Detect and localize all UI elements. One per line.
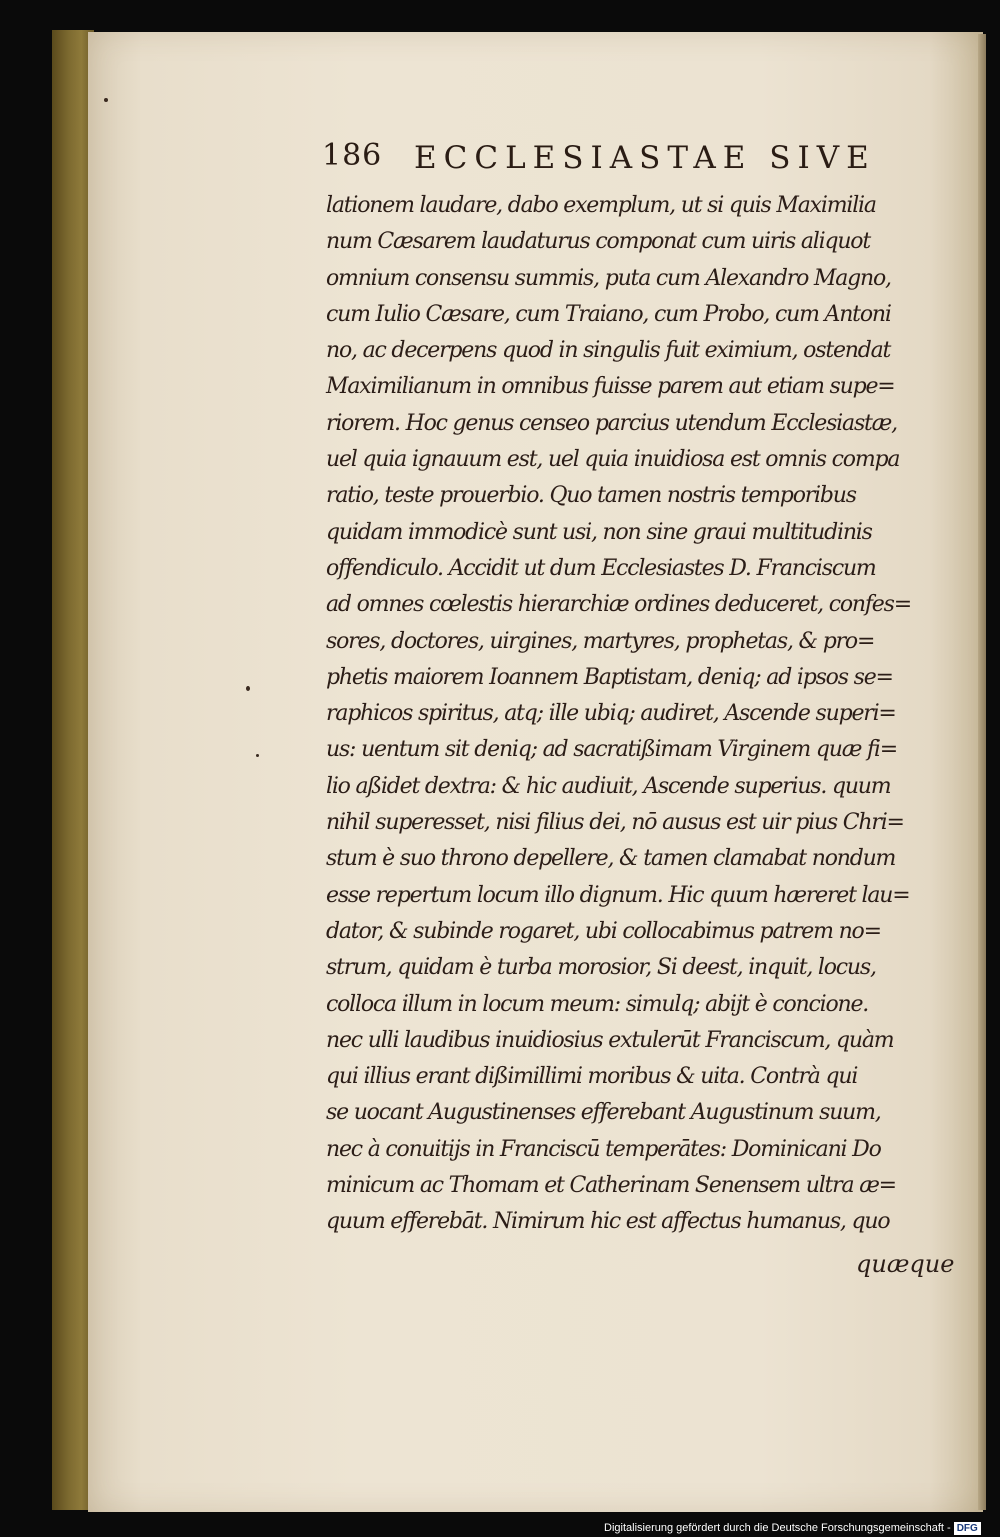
text-line: colloca illum in locum meum: simulq; abijt è concione. xyxy=(326,991,869,1017)
ink-speck xyxy=(104,98,108,102)
running-title: ECCLESIASTAE SIVE xyxy=(414,140,876,176)
ink-speck xyxy=(256,754,259,757)
text-line: minicum ac Thomam et Catherinam Senensem ultra æ= xyxy=(326,1173,896,1199)
footer-credit-text: Digitalisierung gefördert durch die Deutsche Forschungsgemeinschaft - xyxy=(604,1522,951,1534)
text-line: lationem laudare, dabo exemplum, ut si quis Maximilia xyxy=(326,193,876,218)
text-line: omnium consensu summis, puta cum Alexandro Magno, xyxy=(326,265,891,291)
text-line: stum è suo throno depellere, & tamen clamabat nondum xyxy=(326,846,896,872)
text-line: qui illius erant dißimillimi moribus & uita. Contrà qui xyxy=(326,1064,858,1090)
page-edge xyxy=(978,34,986,1510)
text-line: uel quia ignauum est, uel quia inuidiosa est omnis compa xyxy=(326,447,900,473)
text-line: quidam immodicè sunt usi, non sine graui multitudinis xyxy=(326,519,872,545)
text-line: phetis maiorem Ioannem Baptistam, deniq; ad ipsos se= xyxy=(326,664,893,690)
text-line: sores, doctores, uirgines, martyres, prophetas, & pro= xyxy=(326,628,875,654)
text-line: quum efferebāt. Nimirum hic est affectus humanus, quo xyxy=(326,1209,890,1235)
text-line: no, ac decerpens quod in singulis fuit eximium, ostendat xyxy=(326,338,891,364)
text-line: nec à conuitijs in Franciscū temperātes: Dominicani Do xyxy=(326,1136,881,1162)
text-line: nec ulli laudibus inuidiosius extulerūt Franciscum, quàm xyxy=(326,1027,894,1053)
footer-credit xyxy=(604,1520,1000,1537)
page-header xyxy=(322,136,902,182)
text-line: strum, quidam è turba morosior, Si deest, inquit, locus, xyxy=(326,955,876,981)
catchword: quæque xyxy=(856,1250,955,1278)
text-line: lio aßidet dextra: & hic audiuit, Ascende superius. quum xyxy=(326,773,891,799)
text-line: num Cæsarem laudaturus componat cum uiris aliquot xyxy=(326,229,870,255)
text-line: dator, & subinde rogaret, ubi collocabimus patrem no= xyxy=(326,918,881,944)
text-line: ratio, teste prouerbio. Quo tamen nostris temporibus xyxy=(326,483,856,509)
text-line: ad omnes cœlestis hierarchiæ ordines deduceret, confes= xyxy=(326,592,911,618)
text-line: raphicos spiritus, atq; ille ubiq; audiret, Ascende superi= xyxy=(326,701,896,727)
text-line: riorem. Hoc genus censeo parcius utendum Ecclesiastæ, xyxy=(326,410,897,436)
text-line: Maximilianum in omnibus fuisse parem aut etiam supe= xyxy=(326,374,895,400)
text-line: offendiculo. Accidit ut dum Ecclesiastes D. Franciscum xyxy=(326,555,876,581)
page-number: 186 xyxy=(322,138,383,173)
ink-speck xyxy=(246,686,250,691)
text-line: se uocant Augustinenses efferebant Augustinum suum, xyxy=(326,1100,881,1126)
text-line: us: uentum sit deniq; ad sacratißimam Virginem quæ fi= xyxy=(326,737,897,763)
body-text xyxy=(326,188,946,1241)
text-line: nihil superesset, nisi filius dei, nō ausus est uir pius Chri= xyxy=(326,810,904,836)
text-line: esse repertum locum illo dignum. Hic quum hæreret lau= xyxy=(326,882,910,908)
text-line: cum Iulio Cæsare, cum Traiano, cum Probo, cum Antoni xyxy=(326,301,891,327)
dfg-logo: DFG xyxy=(954,1522,981,1535)
